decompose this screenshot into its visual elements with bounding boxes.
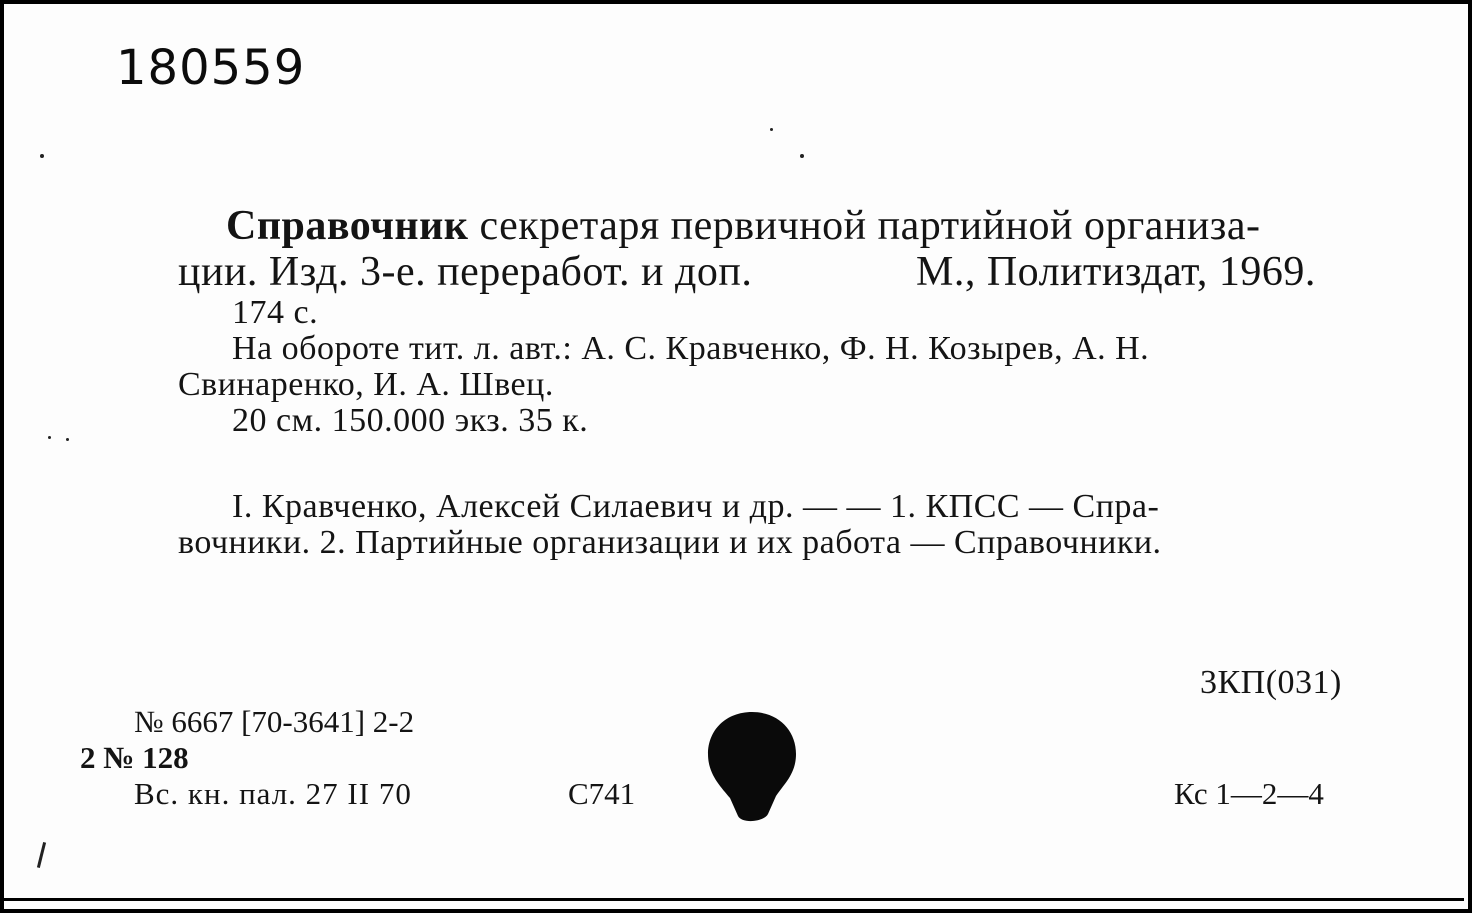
speck <box>770 128 773 131</box>
speck <box>800 154 804 158</box>
imprint: М., Политиздат, 1969. <box>916 249 1316 295</box>
print-code: С741 <box>568 776 636 811</box>
pagination: 174 с. <box>232 294 319 331</box>
ink-blot-stamp <box>706 710 798 826</box>
tracing-line-1: I. Кравченко, Алексей Силаевич и др. — — 1. КПСС — Спра- <box>232 488 1160 525</box>
tracing-line-2: вочники. 2. Партийные организации и их работа — Справочники. <box>178 524 1162 561</box>
speck <box>48 436 51 439</box>
speck <box>66 438 69 441</box>
speck <box>40 154 44 158</box>
title-rest: секретаря первичной партийной организа- <box>468 203 1261 249</box>
card-bottom-edge <box>0 898 1464 901</box>
pencil-tick-mark <box>37 842 46 868</box>
title-line-1 <box>226 202 1261 250</box>
title-bold: Справочник <box>226 203 469 249</box>
order-number: № 6667 [70-3641] 2-2 <box>134 704 415 739</box>
inventory-number: 180559 <box>116 40 306 96</box>
distribution-code: Кс 1—2—4 <box>1174 776 1324 811</box>
authors-line-1: На обороте тит. л. авт.: А. С. Кравченко, Ф. Н. Козырев, А. Н. <box>232 330 1150 367</box>
authors-line-2: Свинаренко, И. А. Швец. <box>178 366 554 403</box>
title-line-2-left: ции. Изд. 3-е. переработ. и доп. <box>178 249 753 295</box>
physical-description: 20 см. 150.000 экз. 35 к. <box>232 402 589 439</box>
book-chamber-line: Вс. кн. пал. 27 II 70 <box>134 776 412 811</box>
copy-number: 2 № 128 <box>80 740 189 775</box>
classification-mark: 3КП(031) <box>1200 664 1342 701</box>
